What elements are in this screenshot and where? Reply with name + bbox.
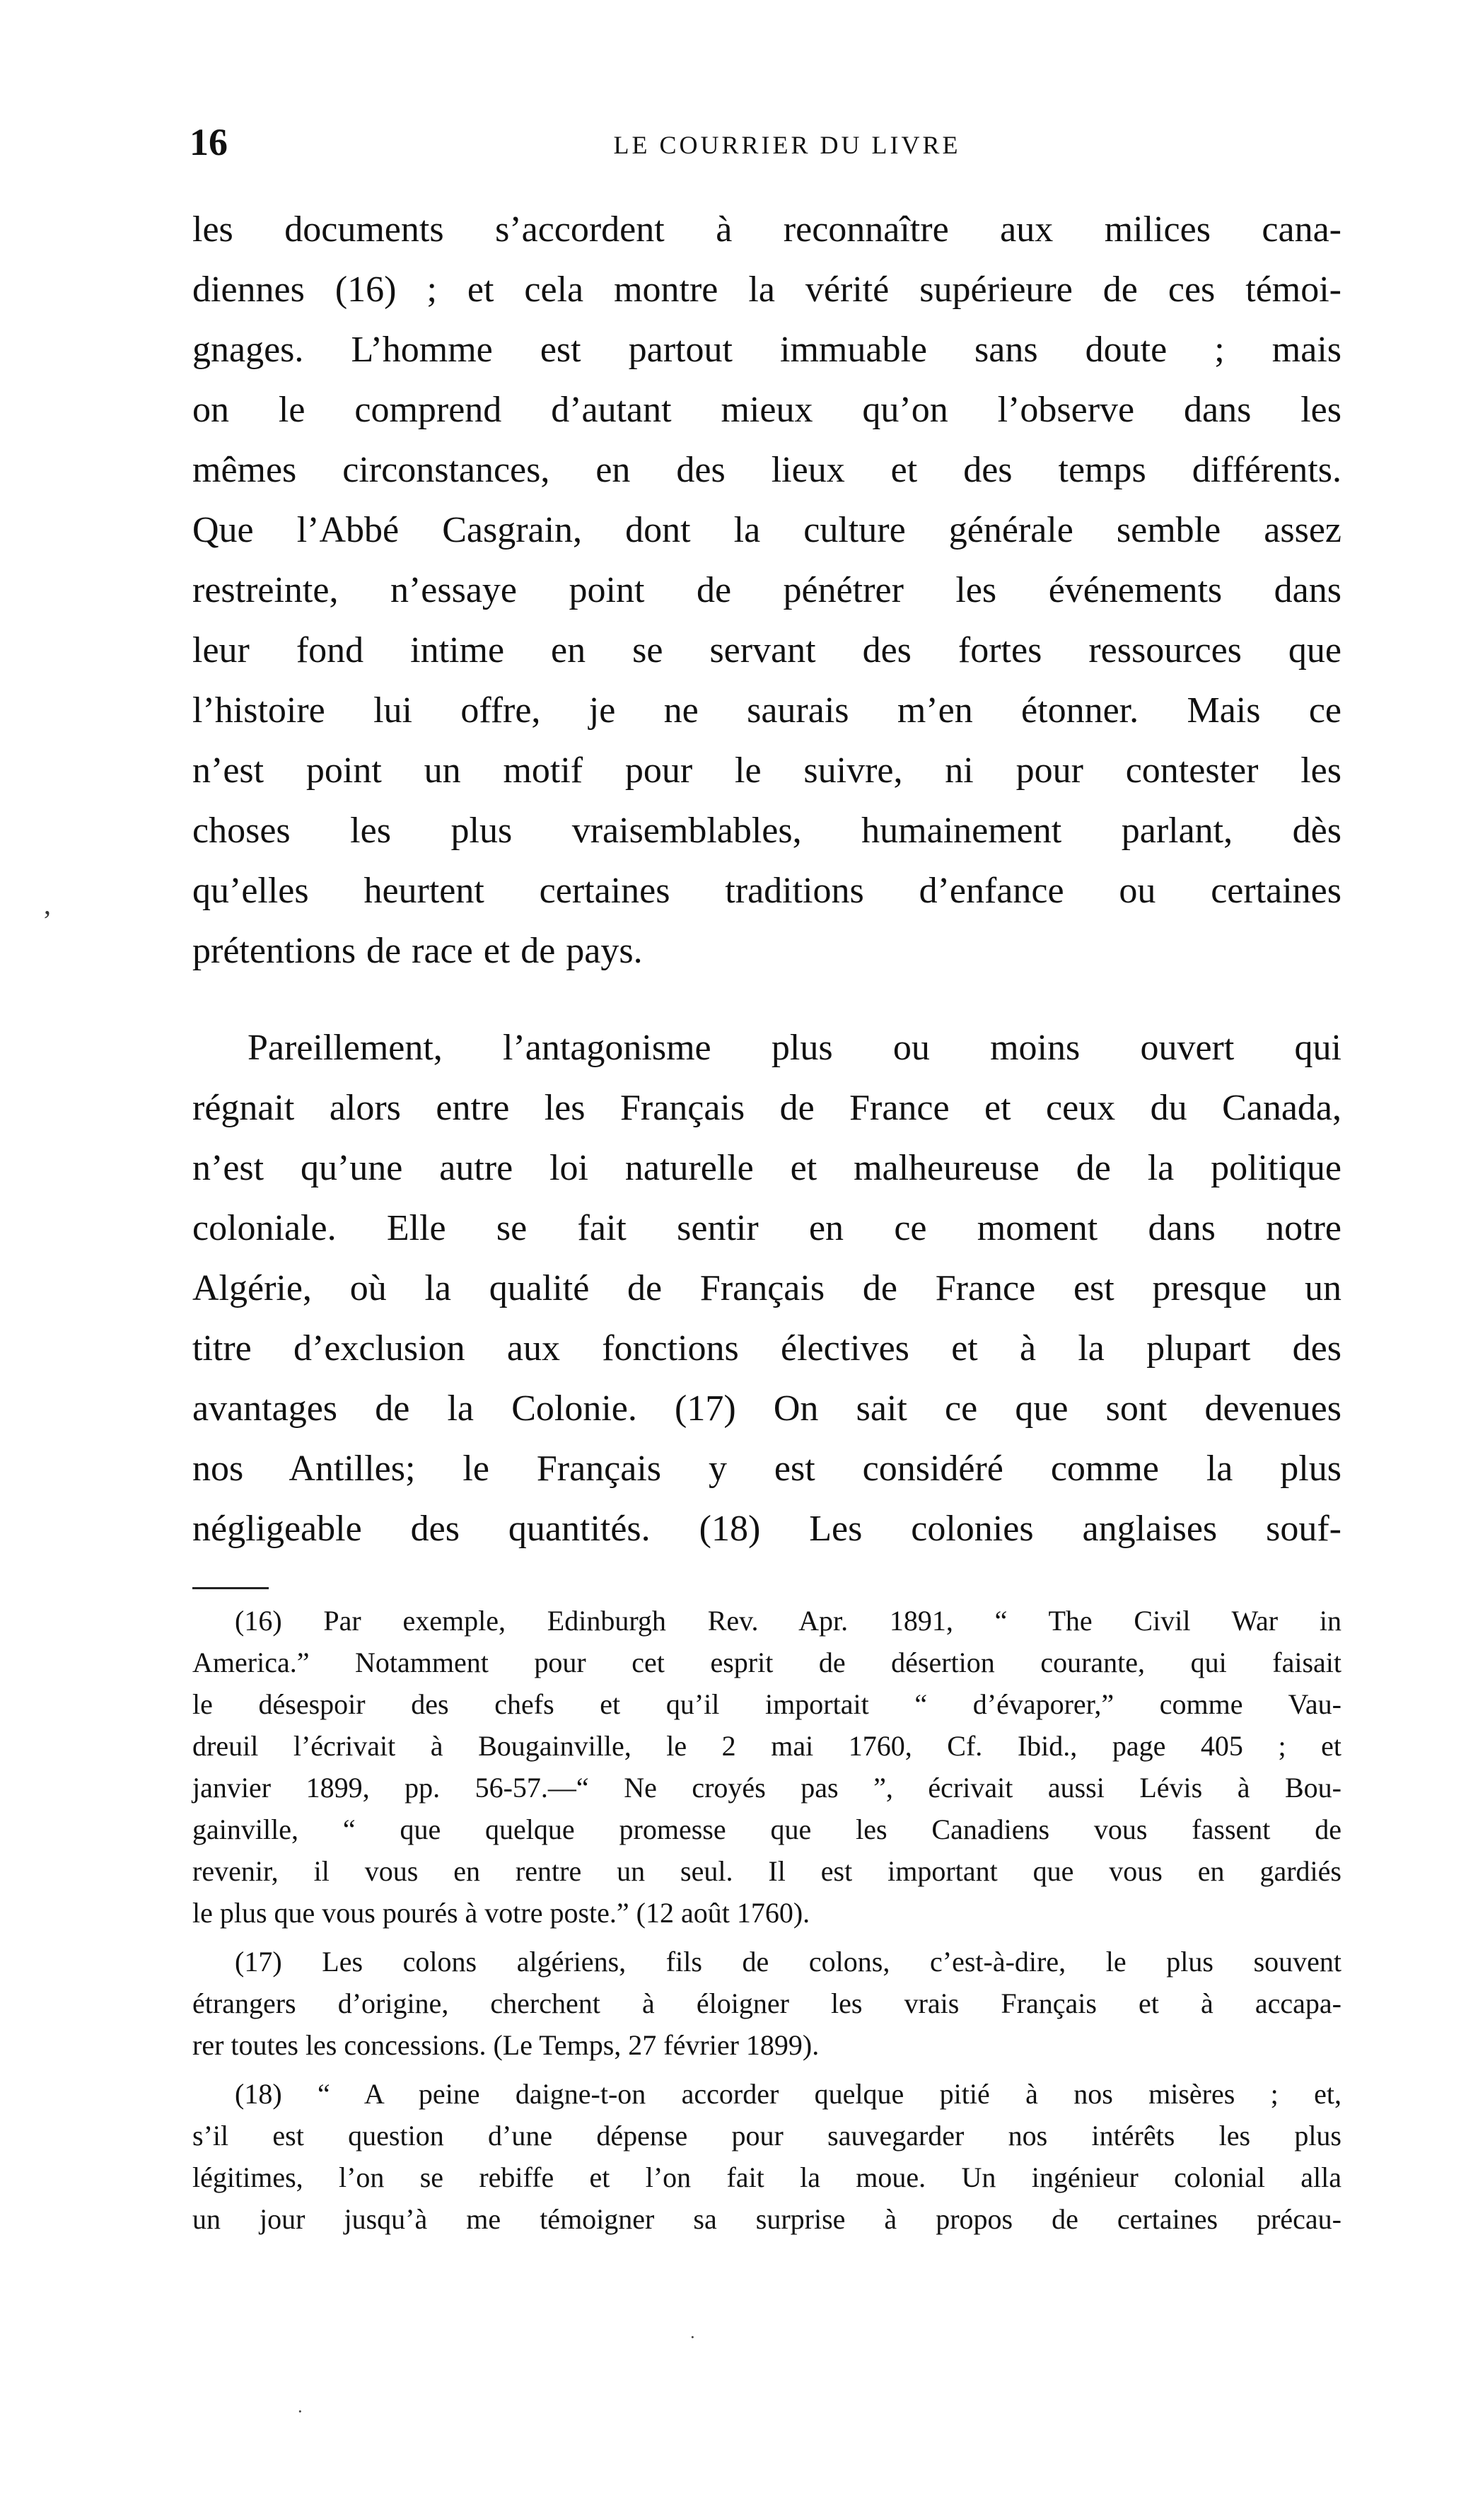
footnote-line: gainville, “ que quelque promesse que les Canadiens vous fassent de [192,1813,1341,1845]
footnote-line: rer toutes les concessions. (Le Temps, 27 février 1899). [192,2029,820,2061]
main-text [192,199,1341,1559]
text-line: restreinte, n’essaye point de pénétrer les événements dans [192,570,1341,610]
footnote-gap [192,1934,1341,1941]
page-header [190,120,1342,177]
text-line: prétentions de race et de pays. [192,931,643,971]
text-line: avantages de la Colonie. (17) On sait ce que sont devenues [192,1388,1341,1429]
paragraph-2 [192,1018,1341,1559]
text-line: coloniale. Elle se fait sentir en ce moment dans notre [192,1208,1341,1248]
footnote-line: le désespoir des chefs et qu’il importait “ d’évaporer,” comme Vau- [192,1688,1341,1720]
footnote-17 [192,1941,1341,2066]
text-line: Que l’Abbé Casgrain, dont la culture générale semble assez [192,510,1341,550]
margin-mark: ‚ [42,888,52,920]
footnote-line: (18) “ A peine daigne-t-on accorder quelque pitié à nos misères ; et, [235,2078,1341,2110]
text-line: nos Antilles; le Français y est considéré comme la plus [192,1448,1341,1489]
text-line: qu’elles heurtent certaines traditions d’enfance ou certaines [192,871,1341,911]
text-line: régnait alors entre les Français de France et ceux du Canada, [192,1088,1341,1128]
text-line: choses les plus vraisemblables, humainement parlant, dès [192,811,1341,851]
text-line: titre d’exclusion aux fonctions électives et à la plupart des [192,1328,1341,1369]
text-line: on le comprend d’autant mieux qu’on l’observe dans les [192,390,1341,430]
text-line: négligeable des quantités. (18) Les colonies anglaises souf- [192,1509,1341,1549]
footnote-line: étrangers d’origine, cherchent à éloigner les vrais Français et à accapa- [192,1987,1341,2019]
text-line: n’est qu’une autre loi naturelle et malheureuse de la politique [192,1148,1341,1188]
text-line: n’est point un motif pour le suivre, ni pour contester les [192,750,1341,791]
footnote-16 [192,1600,1341,1934]
footnote-line: légitimes, l’on se rebiffe et l’on fait la moue. Un ingénieur colonial alla [192,2161,1341,2193]
paragraph-gap [192,981,1341,1018]
text-line: l’histoire lui offre, je ne saurais m’en étonner. Mais ce [192,690,1341,731]
text-line: diennes (16) ; et cela montre la vérité supérieure de ces témoi- [192,269,1341,310]
footnote-rule [192,1587,269,1589]
footnote-line: janvier 1899, pp. 56-57.—“ Ne croyés pas ”, écrivait aussi Lévis à Bou- [192,1772,1341,1804]
footnote-line: le plus que vous pourés à votre poste.” (12 août 1760). [192,1897,810,1929]
text-line: les documents s’accordent à reconnaître aux milices cana- [192,209,1341,250]
footnote-line: un jour jusqu’à me témoigner sa surprise à propos de certaines précau- [192,2203,1341,2235]
paragraph-1 [192,199,1341,981]
footnote-line: (16) Par exemple, Edinburgh Rev. Apr. 1891, “ The Civil War in [235,1605,1341,1637]
footnote-line: revenir, il vous en rentre un seul. Il est important que vous en gardiés [192,1855,1341,1887]
text-line: mêmes circonstances, en des lieux et des temps différents. [192,450,1341,490]
footnote-line: dreuil l’écrivait à Bougainville, le 2 mai 1760, Cf. Ibid., page 405 ; et [192,1730,1341,1762]
footnote-gap [192,2066,1341,2073]
page-number: 16 [190,121,228,163]
footnote-line: America.” Notamment pour cet esprit de désertion courante, qui faisait [192,1647,1341,1678]
print-speck: · [297,2401,303,2422]
footnote-18 [192,2073,1341,2240]
text-line: Algérie, où la qualité de Français de France est presque un [192,1268,1341,1308]
text-line: leur fond intime en se servant des fortes ressources que [192,630,1341,670]
running-title: LE COURRIER DU LIVRE [613,131,961,159]
text-line: Pareillement, l’antagonisme plus ou moins ouvert qui [248,1028,1341,1068]
footnote-line: s’il est question d’une dépense pour sauvegarder nos intérêts les plus [192,2120,1341,2152]
footnotes [192,1600,1341,2240]
text-line: gnages. L’homme est partout immuable sans doute ; mais [192,330,1341,370]
print-speck: · [689,2327,696,2347]
footnote-line: (17) Les colons algériens, fils de colons, c’est-à-dire, le plus souvent [235,1946,1341,1978]
